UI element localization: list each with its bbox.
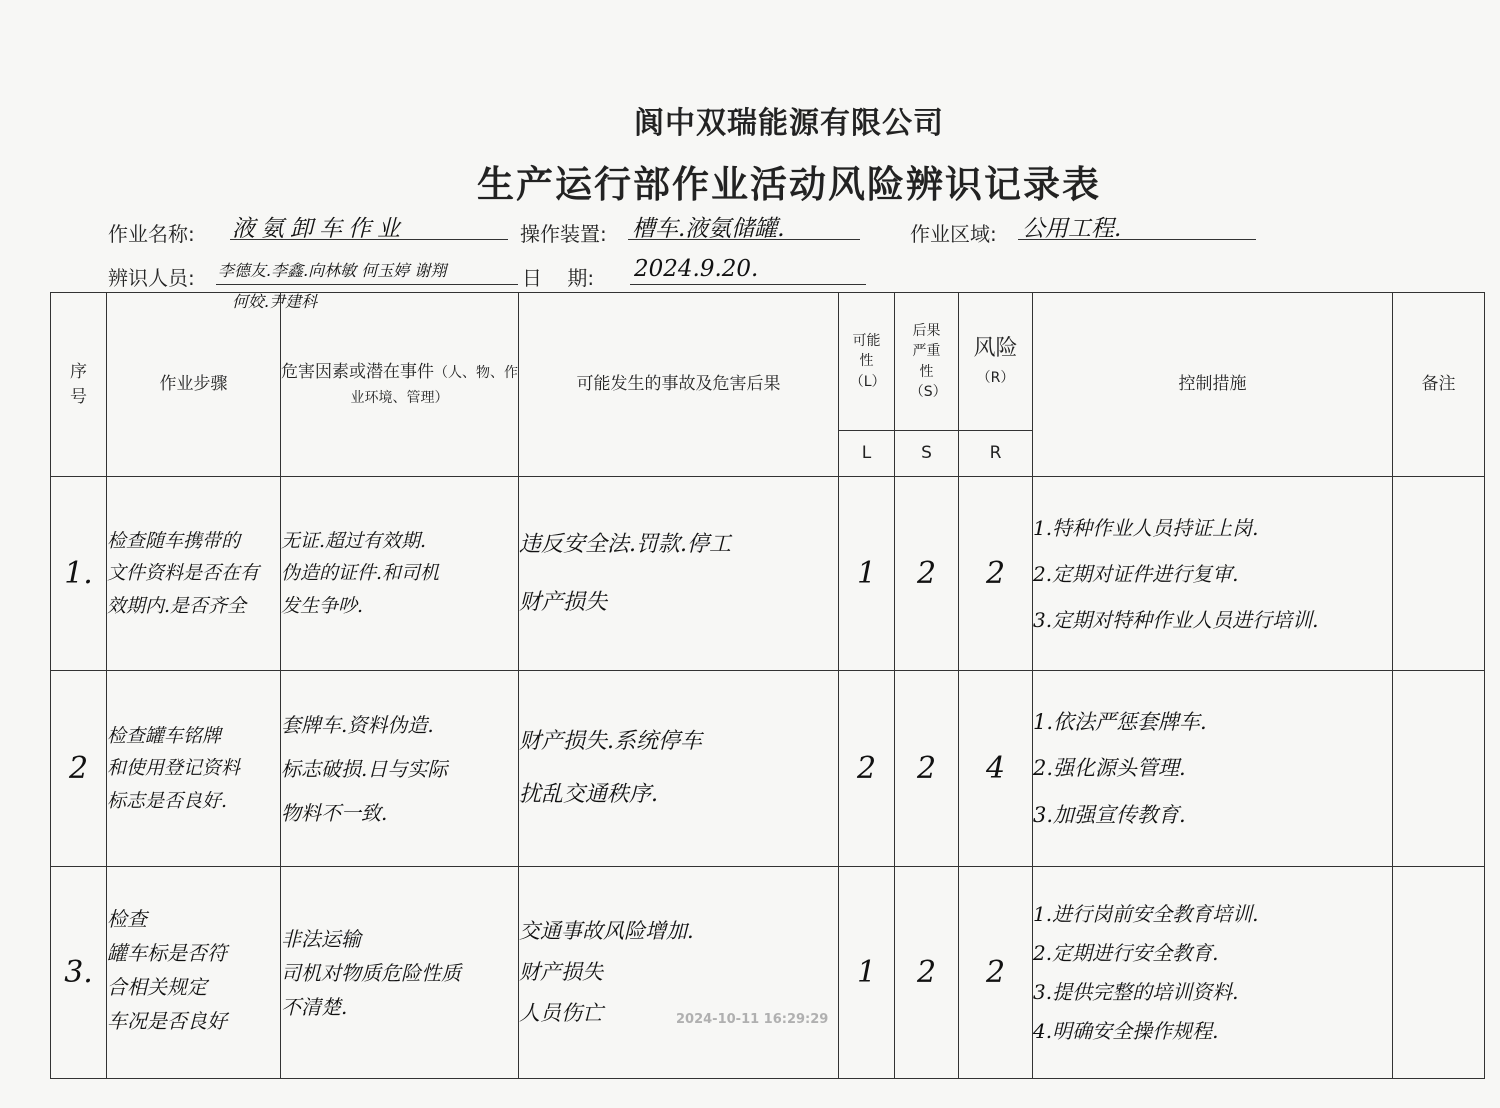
area-label: 作业区域: <box>910 222 997 246</box>
header-remark: 备注 <box>1393 293 1485 477</box>
row-likelihood: 1 <box>839 477 895 671</box>
header-control: 控制措施 <box>1033 293 1393 477</box>
header-r: R <box>959 431 1033 477</box>
header-hazard <box>281 293 519 477</box>
row-seq: 1. <box>51 477 107 671</box>
device-label: 操作装置: <box>520 222 607 246</box>
header-seq: 序号 <box>51 293 107 477</box>
header-hazard-main: 危害因素或潜在事件 <box>281 361 434 382</box>
header-risk-main: 风险 <box>973 336 1018 362</box>
header-step: 作业步骤 <box>107 293 281 477</box>
row-step-prefix: 检查 <box>107 906 147 931</box>
date-label: 日 期: <box>522 266 595 290</box>
row-control: 1.依法严惩套牌车. 2.强化源头管理. 3.加强宣传教育. <box>1033 671 1393 867</box>
row-hazard: 套牌车.资料伪造. 标志破损.日与实际 物料不一致. <box>281 671 519 867</box>
row-severity: 2 <box>895 867 959 1079</box>
date-value: 2024.9.20. <box>634 256 759 282</box>
row-likelihood: 2 <box>839 671 895 867</box>
row-risk: 2 <box>959 477 1033 671</box>
row-risk: 4 <box>959 671 1033 867</box>
row-seq: 3. <box>51 867 107 1079</box>
device-value: 槽车.液氨储罐. <box>632 216 785 242</box>
row-consequence: 交通事故风险增加. 财产损失 人员伤亡 <box>519 867 839 1079</box>
row-remark <box>1393 477 1485 671</box>
row-remark <box>1393 867 1485 1079</box>
photo-timestamp: 2024-10-11 16:29:29 <box>676 1012 829 1027</box>
header-severity: 后果严重性（S） <box>895 293 959 431</box>
header-l: L <box>839 431 895 477</box>
header-hazard-sub: （人、物、作业环境、管理） <box>350 364 518 406</box>
row-likelihood: 1 <box>839 867 895 1079</box>
company-name: 阆中双瑞能源有限公司 <box>634 106 944 141</box>
job-name-label: 作业名称: <box>108 222 195 246</box>
row-step: 检查随车携带的 文件资料是否在有 效期内.是否齐全 <box>107 477 281 671</box>
identifier-label: 辨识人员: <box>108 266 195 290</box>
table-row <box>51 477 1485 671</box>
identifiers-underline <box>216 284 518 285</box>
row-risk: 2 <box>959 867 1033 1079</box>
row-remark <box>1393 671 1485 867</box>
row-control: 1.特种作业人员持证上岗. 2.定期对证件进行复审. 3.定期对特种作业人员进行培训. <box>1033 477 1393 671</box>
header-risk <box>959 293 1033 431</box>
area-underline <box>1018 239 1256 240</box>
row-control: 1.进行岗前安全教育培训. 2.定期进行安全教育. 3.提供完整的培训资料. 4.明确安全操作规程. <box>1033 867 1393 1079</box>
row-severity: 2 <box>895 477 959 671</box>
risk-table <box>50 292 1485 1079</box>
job-name-value: 液氨卸车作业 <box>232 216 406 242</box>
area-value: 公用工程. <box>1022 216 1122 242</box>
identifiers-line2: 何姣.尹建科 <box>232 292 318 311</box>
row-hazard: 非法运输 司机对物质危险性质 不清楚. <box>281 867 519 1079</box>
device-underline <box>628 239 860 240</box>
row-severity: 2 <box>895 671 959 867</box>
row-hazard: 无证.超过有效期. 伪造的证件.和司机 发生争吵. <box>281 477 519 671</box>
identifiers-line1: 李德友.李鑫.向林敏 何玉婷 谢翔 <box>218 261 447 280</box>
header-s: S <box>895 431 959 477</box>
row-consequence: 财产损失.系统停车 扰乱交通秩序. <box>519 671 839 867</box>
table-row <box>51 867 1485 1079</box>
row-step: 检查 罐车标是否符 合相关规定 车况是否良好 <box>107 867 281 1079</box>
date-underline <box>630 284 866 285</box>
header-consequence: 可能发生的事故及危害后果 <box>519 293 839 477</box>
table-row <box>51 671 1485 867</box>
header-row <box>51 293 1485 431</box>
document-title: 生产运行部作业活动风险辨识记录表 <box>477 163 1101 206</box>
row-seq: 2 <box>51 671 107 867</box>
header-likelihood: 可能性（L） <box>839 293 895 431</box>
job-name-underline <box>230 239 508 240</box>
row-consequence: 违反安全法.罚款.停工 财产损失 <box>519 477 839 671</box>
header-risk-sub: （R） <box>976 370 1015 387</box>
row-step: 检查罐车铭牌 和使用登记资料 标志是否良好. <box>107 671 281 867</box>
